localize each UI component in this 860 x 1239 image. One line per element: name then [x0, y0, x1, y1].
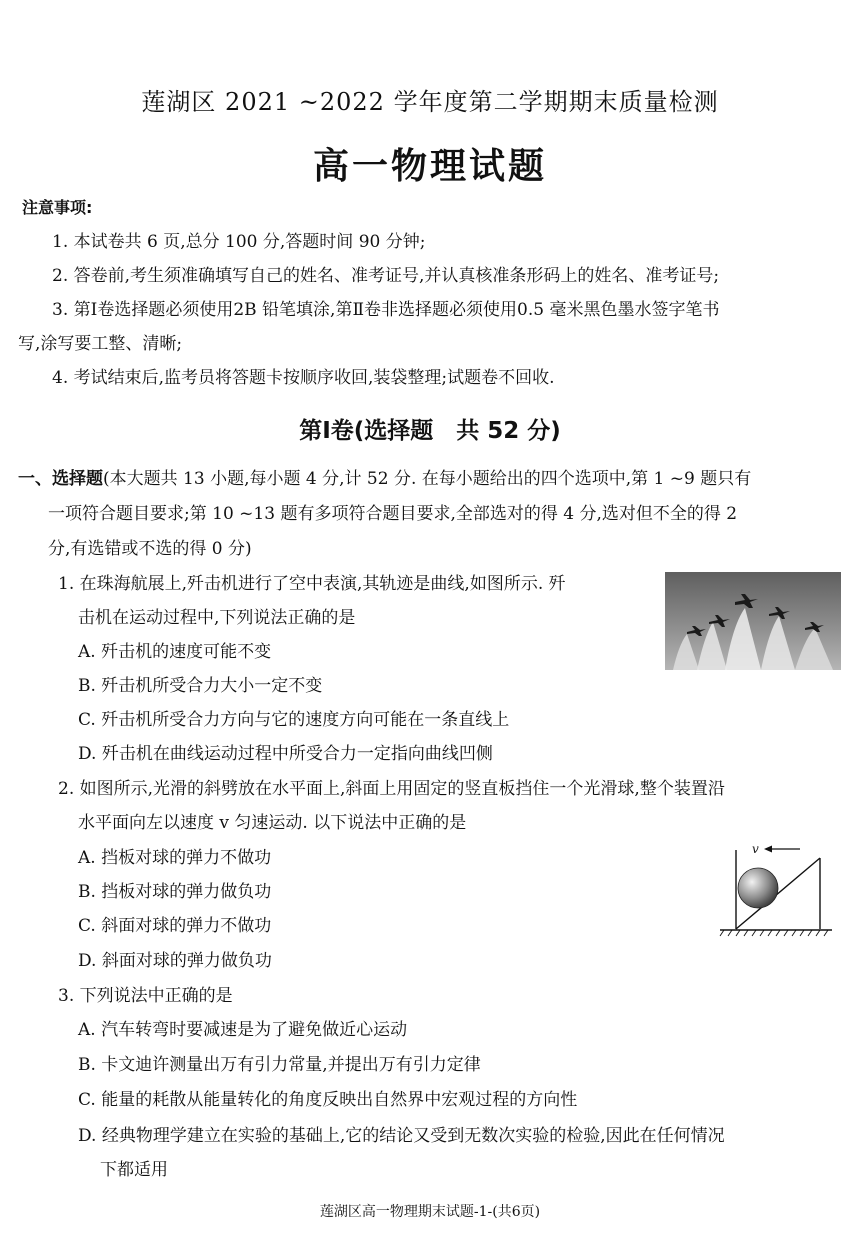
notice-item: 3. 第Ⅰ卷选择题必须使用2B 铅笔填涂,第Ⅱ卷非选择题必须使用0.5 毫米黑色墨水签字笔书 — [52, 300, 720, 320]
notice-item: 2. 答卷前,考生须准确填写自己的姓名、准考证号,并认真核准条形码上的姓名、准考证号; — [52, 266, 720, 286]
question-1-option-d: D. 歼击机在曲线运动过程中所受合力一定指向曲线凹侧 — [78, 744, 493, 764]
question-1-option-a: A. 歼击机的速度可能不变 — [78, 642, 272, 662]
question-2-stem: 2. 如图所示,光滑的斜劈放在水平面上,斜面上用固定的竖直板挡住一个光滑球,整个装置沿 — [58, 779, 725, 799]
fighter-jets-photo — [665, 572, 841, 670]
section-intro-text: (本大题共 13 小题,每小题 4 分,计 52 分. 在每小题给出的四个选项中,第 1 ~9 题只有 — [103, 469, 752, 489]
question-2-option-b: B. 挡板对球的弹力做负功 — [78, 882, 272, 902]
velocity-label: v — [752, 842, 759, 856]
question-3-option-a: A. 汽车转弯时要减速是为了避免做近心运动 — [78, 1020, 408, 1040]
question-2-option-c: C. 斜面对球的弹力不做功 — [78, 916, 272, 936]
question-3-option-b: B. 卡文迪许测量出万有引力常量,并提出万有引力定律 — [78, 1055, 481, 1075]
question-2-option-a: A. 挡板对球的弹力不做功 — [78, 848, 272, 868]
section-title: 第Ⅰ卷(选择题 共 52 分) — [299, 418, 561, 444]
section-intro-lead: 一、选择题 — [18, 469, 103, 489]
notice-item: 4. 考试结束后,监考员将答题卡按顺序收回,装袋整理;试题卷不回收. — [52, 368, 555, 388]
section-intro — [18, 467, 751, 491]
section-intro-line: 一项符合题目要求;第 10 ~13 题有多项符合题目要求,全部选对的得 4 分,选对但不全的得 2 — [48, 504, 738, 524]
question-1-option-c: C. 歼击机所受合力方向与它的速度方向可能在一条直线上 — [78, 710, 510, 730]
section-intro-line: 分,有选错或不选的得 0 分) — [48, 539, 252, 559]
question-1-option-b: B. 歼击机所受合力大小一定不变 — [78, 676, 323, 696]
question-3-option-d-cont: 下都适用 — [100, 1160, 168, 1180]
question-3-option-d: D. 经典物理学建立在实验的基础上,它的结论又受到无数次实验的检验,因此在任何情况 — [78, 1126, 725, 1146]
question-2-option-d: D. 斜面对球的弹力做负功 — [78, 951, 272, 971]
question-1-stem: 击机在运动过程中,下列说法正确的是 — [78, 608, 356, 628]
notice-heading: 注意事项: — [22, 198, 93, 217]
subject-title: 高一物理试题 — [312, 146, 547, 187]
page-footer: 莲湖区高一物理期末试题-1-(共6页) — [319, 1204, 541, 1220]
question-2-stem: 水平面向左以速度 v 匀速运动. 以下说法中正确的是 — [78, 813, 467, 833]
exam-title: 莲湖区 2021 ~2022 学年度第二学期期末质量检测 — [141, 88, 719, 116]
question-1-stem: 1. 在珠海航展上,歼击机进行了空中表演,其轨迹是曲线,如图所示. 歼 — [58, 574, 566, 594]
question-3-option-c: C. 能量的耗散从能量转化的角度反映出自然界中宏观过程的方向性 — [78, 1090, 578, 1110]
notice-item: 1. 本试卷共 6 页,总分 100 分,答题时间 90 分钟; — [52, 232, 426, 252]
incline-ball-figure — [718, 838, 834, 940]
question-3-stem: 3. 下列说法中正确的是 — [58, 986, 233, 1006]
notice-item: 写,涂写要工整、清晰; — [18, 334, 183, 354]
